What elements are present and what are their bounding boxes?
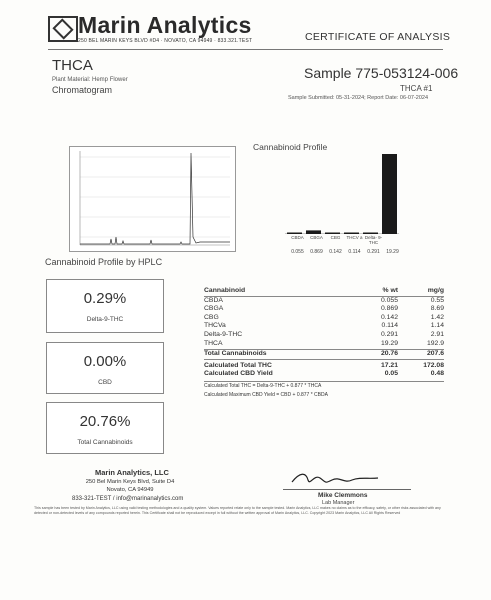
bar-value-labels [288, 249, 402, 255]
brand-address: 250 BEL MARIN KEYS BLVD #D4 · NOVATO, CA 94949 · 833.321.TEST [78, 38, 253, 44]
plant-material: Plant Material: Hemp Flower [52, 77, 128, 83]
cell-name: THCVa [204, 322, 226, 330]
signer-title: Lab Manager [322, 500, 355, 506]
cell-pct: 20.76 [380, 350, 398, 358]
summary-box-total [46, 402, 164, 454]
cell-mg: 192.9 [426, 339, 444, 347]
table-row [204, 314, 444, 323]
cell-pct: 0.291 [380, 330, 398, 338]
cell-pct: 0.114 [381, 322, 398, 330]
summary-box-cbd [46, 342, 164, 394]
cell-pct: 17.21 [380, 361, 398, 369]
results-table [204, 287, 444, 400]
signature-line [283, 489, 411, 490]
summary-label: CBD [98, 379, 112, 386]
bar-category-label: Delta- 9-THC [364, 235, 383, 245]
lab-address [80, 478, 180, 494]
bar-category-label: CBDA [291, 235, 304, 240]
chromatogram [69, 146, 236, 252]
address-line-1: 250 Bel Marin Keys Blvd, Suite D4 [85, 479, 175, 485]
cell-mg: 207.6 [426, 350, 444, 358]
bar-thca [382, 154, 397, 234]
summary-value: 0.29% [83, 290, 127, 307]
header-divider [48, 49, 443, 50]
col-pct: % wt [382, 287, 398, 294]
lab-contact: 833-321-TEST / info@marinanalytics.com [72, 496, 184, 502]
formula-note-thc: Calculated Total THC = Delta-9-THC + 0.877 * THCA [204, 381, 444, 391]
summary-label: Delta-9-THC [86, 316, 124, 323]
cell-mg: 0.48 [430, 370, 444, 378]
certificate-title: CERTIFICATE OF ANALYSIS [305, 31, 451, 43]
cell-name: Calculated Total THC [204, 361, 272, 369]
bar-value-label: 19.29 [386, 249, 399, 255]
cell-name: CBDA [204, 296, 223, 304]
bar-value-label: 0.869 [310, 249, 323, 255]
cell-mg: 1.42 [430, 313, 444, 321]
cell-name: Total Cannabinoids [204, 350, 267, 358]
bar-cbda [287, 233, 302, 235]
signer-name: Mike Clemmons [318, 492, 368, 499]
formula-note-cbd: Calculated Maximum CBD Yield = CBD + 0.877 * CBDA [204, 391, 328, 398]
cell-pct: 0.869 [380, 305, 398, 313]
bar-cbga [306, 230, 321, 234]
calc-thc-row [204, 362, 444, 371]
address-line-2: Novato, CA 94949 [106, 487, 154, 493]
cell-mg: 0.55 [430, 296, 444, 304]
total-row [204, 349, 444, 360]
cell-pct: 19.29 [380, 339, 398, 347]
bar-value-label: 0.291 [367, 249, 380, 255]
chart-title: Cannabinoid Profile [253, 142, 328, 152]
sample-dates: Sample Submitted: 05-31-2024; Report Date: 06-07-2024 [288, 95, 429, 101]
table-row [204, 322, 444, 331]
cell-name: CBG [204, 313, 219, 321]
bar-value-label: 0.142 [329, 249, 342, 255]
summary-value: 0.00% [83, 353, 127, 370]
col-mg: mg/g [427, 287, 444, 294]
bar-delta-9-thc [363, 233, 378, 235]
cell-mg: 8.69 [430, 305, 444, 313]
table-row [204, 305, 444, 314]
bar-value-label: 0.114 [348, 249, 361, 255]
cell-mg: 1.14 [430, 322, 444, 330]
cell-mg: 2.91 [430, 330, 444, 338]
cell-name: Delta-9-THC [204, 330, 243, 338]
cell-pct: 0.142 [380, 313, 398, 321]
brand-name: Marin Analytics [78, 12, 252, 38]
cell-name: CBGA [204, 305, 224, 313]
table-row [204, 340, 444, 349]
cell-name: THCA [204, 339, 223, 347]
calc-cbd-row [204, 370, 444, 379]
lab-name: Marin Analytics, LLC [95, 468, 169, 477]
cannabinoid-bar-chart [285, 152, 410, 234]
table-row [204, 297, 444, 306]
cell-pct: 0.055 [380, 296, 398, 304]
bar-value-label: 0.055 [291, 249, 304, 255]
summary-box-delta9 [46, 279, 164, 333]
bar-category-labels [288, 235, 402, 245]
product-title: THCA [52, 57, 93, 74]
chromatogram-label: Chromatogram [52, 85, 113, 95]
table-row [204, 331, 444, 340]
sample-id: Sample 775-053124-006 [304, 65, 459, 81]
hplc-label: Cannabinoid Profile by HPLC [45, 257, 163, 267]
logo-icon [48, 16, 78, 42]
bar-category-label: THCV a [346, 235, 363, 240]
bar-category-label: CBG [330, 235, 341, 240]
sample-name: THCA #1 [400, 84, 433, 93]
col-cannabinoid: Cannabinoid [204, 287, 246, 294]
cell-mg: 172.08 [423, 361, 444, 369]
cell-pct: 0.05 [384, 370, 398, 378]
bar-category-label: CBGA [310, 235, 323, 240]
bar-category-label [383, 235, 402, 245]
cell-name: Calculated CBD Yield [204, 370, 273, 378]
summary-value: 20.76% [79, 413, 131, 430]
bar-cbg [325, 233, 340, 235]
signature [290, 468, 380, 490]
disclaimer: This sample has been tested by Marin Analytics, LLC using valid testing methodologies and a quality system. Values reported relate only to the sample tested. Marin Analytics, LLC makes no claims as to the efficacy, safety, or other risks associated with any detected or non-detected levels of any compounds reported herein. This Certificate shall not be reproduced except in full without the written approval of Marin Analytics, LLC. Copyright 2023 Marin Analytics, LLC All Rights Reserved [34, 506, 441, 515]
summary-label: Total Cannabinoids [77, 439, 133, 446]
bar-thcva [344, 233, 359, 235]
table-header [204, 287, 444, 297]
